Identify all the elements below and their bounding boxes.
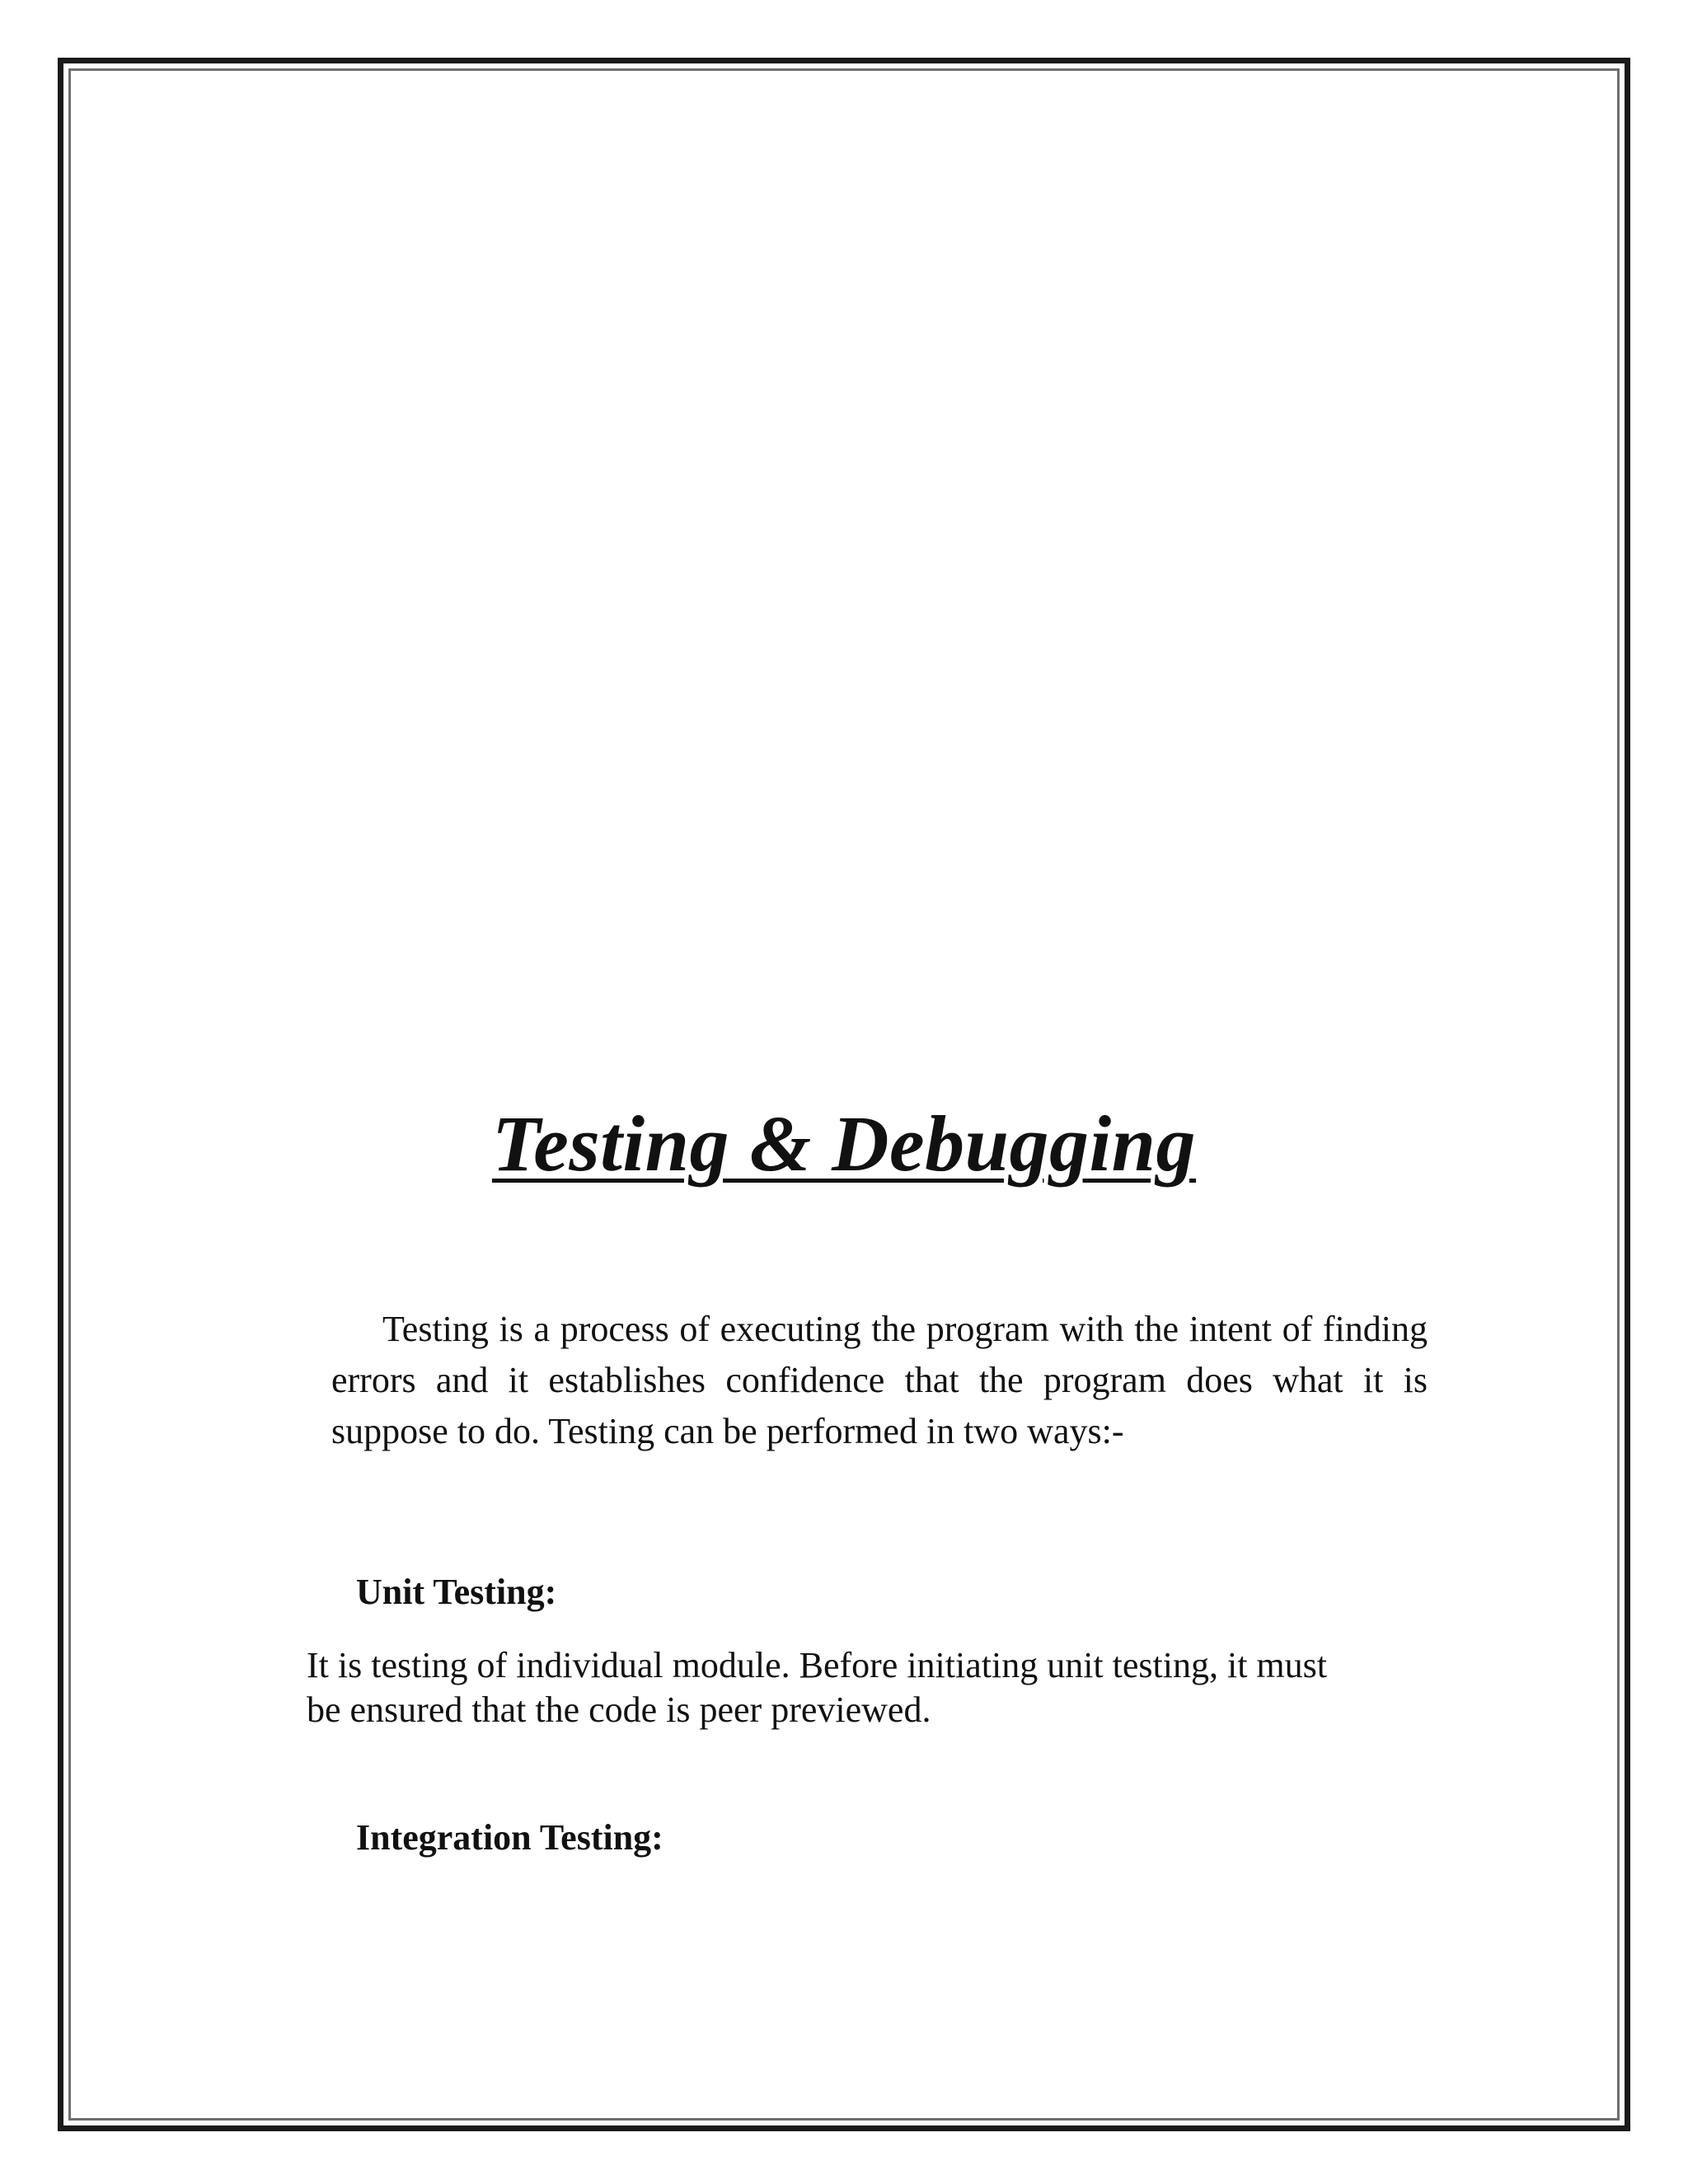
intro-paragraph: Testing is a process of executing the program with the intent of finding errors and it establishes confidence that the program does what it is suppose to do. Testing can be performed in two ways:- bbox=[331, 1309, 1428, 1451]
unit-testing-body bbox=[307, 1643, 1411, 1732]
section-heading-unit-testing: Unit Testing: bbox=[356, 1572, 557, 1612]
page-title: Testing & Debugging bbox=[491, 1099, 1197, 1188]
page-border-inner bbox=[68, 68, 1620, 2121]
section-heading-integration-testing: Integration Testing: bbox=[356, 1817, 663, 1858]
unit-testing-body-line: It is testing of individual module. Before initiating unit testing, it must bbox=[307, 1645, 1327, 1685]
unit-testing-body-line: be ensured that the code is peer previewed. bbox=[307, 1690, 931, 1730]
